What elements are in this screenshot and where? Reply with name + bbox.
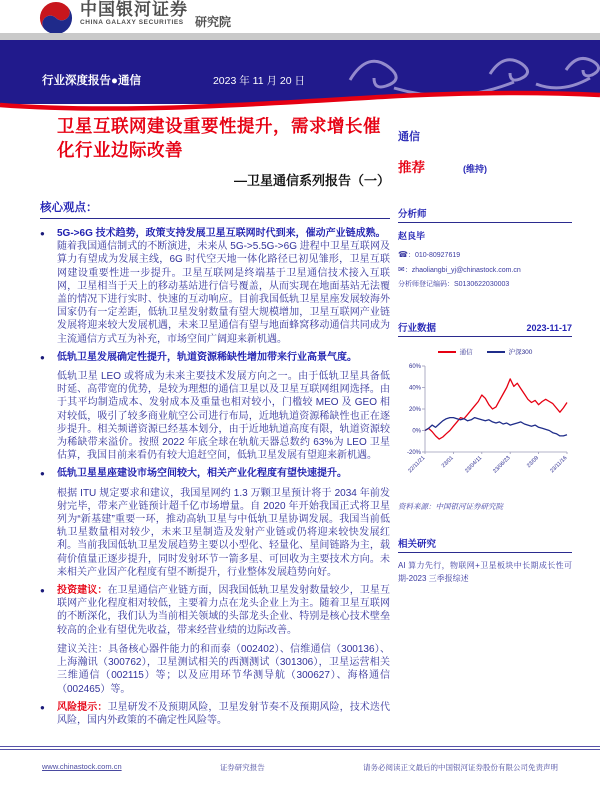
banner-report-type: 行业深度报告●通信 [42,75,141,87]
chart-source-note: 资料来源：中国银河证券研究院 [398,502,503,511]
svg-text:0%: 0% [412,428,421,435]
website-link[interactable]: www.chinastock.com.cn [42,762,122,771]
svg-text:40%: 40% [408,385,421,392]
bullet-icon: ● [40,586,45,596]
bullet-icon: ● [40,229,45,238]
svg-text:23/09: 23/09 [526,455,541,470]
footer [0,762,600,773]
list-item [40,351,390,463]
report-subtitle: —卫星通信系列报告（一） [233,173,390,188]
svg-text:23/11/16: 23/11/16 [549,455,569,475]
bullet-body: 在卫星通信产业链方面，因我国低轨卫星发射数量较少，卫星互联网产业化程度相对较低，主要着力点在龙头企业上为主。随着卫星互联网的不断深化，我们认为当前相关领域的头部龙头企业、特别是核心技术壁垒较高的企业有望优先收益，带来经营业绩的边际改善。 [57,585,390,636]
core-viewpoints-list [40,227,390,727]
brand-name [80,1,188,27]
list-item [40,701,390,727]
bullet-body: 低轨卫星 LEO 或将成为未来主要技术发展方向之一。由于低轨卫星具备低时延、高带宽的优势，是较为理想的通信卫星以及卫星互联网组网选择。由于其平均制造成本、发射成本及重量也相对较小，门槛较 MEO 及 GEO 相对较低，吸引了较多商业航空公司进行布局，近地轨道资源稀缺性也正在逐步提升。相关频谱资源已经基本划分，由于近地轨道高度有限，轨道资源较为稀缺带来溢价。按照 2022 年底全球在轨航天器总数约 63%为 LEO 卫星估算，我国目前来看仍有较大追赶空间，低轨卫星发展有望迎来新机遇。 [57,371,390,462]
footer-divider [0,746,600,750]
institute-label: 研究院 [195,15,232,29]
bullet-lead: 投资建议： [57,585,108,597]
footer-report-type: 证券研究报告 [219,763,265,772]
svg-text:-20%: -20% [406,450,421,456]
brand-name-en: CHINA GALAXY SECURITIES [80,19,184,26]
phone-icon: ☎ [398,250,408,259]
related-research-item[interactable]: AI 算力先行，物联网+卫星板块中长期成长性可期-2023 三季报综述 [398,561,572,583]
list-item [40,227,390,346]
line-chart [398,358,572,486]
report-banner [0,40,600,104]
list-item [40,467,390,579]
analyst-heading: 分析师 [398,206,572,223]
bullet-lead: 5G->6G 技术趋势，政策支持发展卫星互联网时代到来，催动产业链成熟。 [57,228,386,239]
bullet-body: 根据 ITU 规定要求和建议，我国星网约 1.3 万颗卫星预计将于 2034 年前发射完毕，带来产业链预计超千亿市场增量。自 2020 年开始我国正式将卫星列为“新基建”重要一环，推动高轨卫星与中低轨卫星协调发展。我国当前低轨卫星数量相对较少，未来卫星制造及发射产业链或仍将迎来较快发展红利。当前我国低轨卫星发展趋势主要以小型化、轻量化、星间链路为主，载荷价值量正逐步提升，同时发射环节一箭多星、可回收为主要技术方向。未来相关产业因产化程度有望不断提升，行业整体发展趋势向好。 [57,487,390,578]
svg-text:23/01: 23/01 [440,455,455,470]
rating-maintained-note: (维持) [463,164,487,174]
svg-text:22/11/21: 22/11/21 [407,455,427,475]
bullet-icon: ● [40,702,45,712]
chart-legend [398,347,572,356]
rating-badge: 推荐 [398,160,425,175]
sidebar [398,128,572,585]
divider-strip [0,33,600,40]
industry-label: 通信 [398,131,420,143]
brand-header [38,1,231,35]
legend-item: 沪深300 [487,347,533,356]
analyst-phone: ☎：010-80927619 [398,250,461,259]
bullet-body: 随着我国通信制式的不断演进，未来从 5G->5.5G->6G 进程中卫星互联网及算力有望成为发展主线，6G 时代空天地一体化路径已初见雏形，卫星互联网建设重要性进一步提升。卫星互联网是终端基于卫星通信技术接入互联网，卫星相当于天上的移动基站进行信号覆盖，从而实现在地面基站无法覆盖的情况下进行实时、快速的互动响应。目前我国低轨卫星星座发展较海外国家仍有一定差距，低轨卫星发射数量有望大规模增加，卫星互联网产业链发展将迎来较大发展机遇，未来卫星通信有望与地面蜂窝移动通信共同成为主流通信方式互为补充，市场空间广阔迎来新机遇。 [57,241,390,345]
list-item [40,584,390,696]
galaxy-logo-icon [38,1,74,35]
bullet-body-2: 建议关注：具备核心器件能力的和而泰（002402）、信维通信（300136）、上海瀚讯（300762），卫星测试相关的西测测试（301306），卫星运营相关三维通信（002115）等；以及应用环节华测导航（300627）、海格通信（002465）等。 [57,643,390,695]
footer-disclaimer: 请务必阅读正文最后的中国银河证券股份有限公司免责声明 [363,763,558,772]
brand-name-cn: 中国银河证券 [80,0,188,19]
svg-text:23/04/11: 23/04/11 [464,455,484,475]
email-icon: ✉ [398,265,405,274]
analyst-reg-code: 分析师登记编码：S0130622030003 [398,281,510,288]
bullet-lead: 风险提示： [57,701,108,713]
legend-line-csi300 [487,351,505,353]
core-viewpoints-heading: 核心观点： [40,199,390,219]
bullet-lead: 低轨卫星发展确定性提升，轨道资源稀缺性增加带来行业高景气度。 [57,351,357,363]
analyst-name: 赵良毕 [398,231,426,241]
performance-chart [398,347,572,491]
industry-data-date: 2023-11-17 [526,323,572,333]
banner-date: 2023 年 11 月 20 日 [212,75,305,87]
bullet-body: 卫星研发不及预期风险，卫星发射节奏不及预期风险，技术迭代风险，国内外政策的不确定性风险等。 [57,701,390,726]
svg-text:23/06/23: 23/06/23 [492,455,512,475]
bullet-lead: 低轨卫星星座建设市场空间较大，相关产业化程度有望快速提升。 [57,468,347,480]
legend-item: 通信 [438,347,473,356]
main-content [40,114,390,732]
bullet-icon: ● [40,469,45,479]
analyst-email[interactable]: ✉：zhaoliangbi_yj@chinastock.com.cn [398,265,521,274]
bullet-icon: ● [40,352,45,362]
svg-text:60%: 60% [408,364,421,370]
svg-text:20%: 20% [408,407,421,413]
report-title: 卫星互联网建设重要性提升，需求增长催化行业边际改善 [57,116,381,160]
industry-data-heading: 行业数据 2023-11-17 [398,320,572,337]
legend-line-telecom [438,351,456,353]
red-wave-decoration [0,90,600,116]
related-research-heading: 相关研究 [398,536,572,553]
